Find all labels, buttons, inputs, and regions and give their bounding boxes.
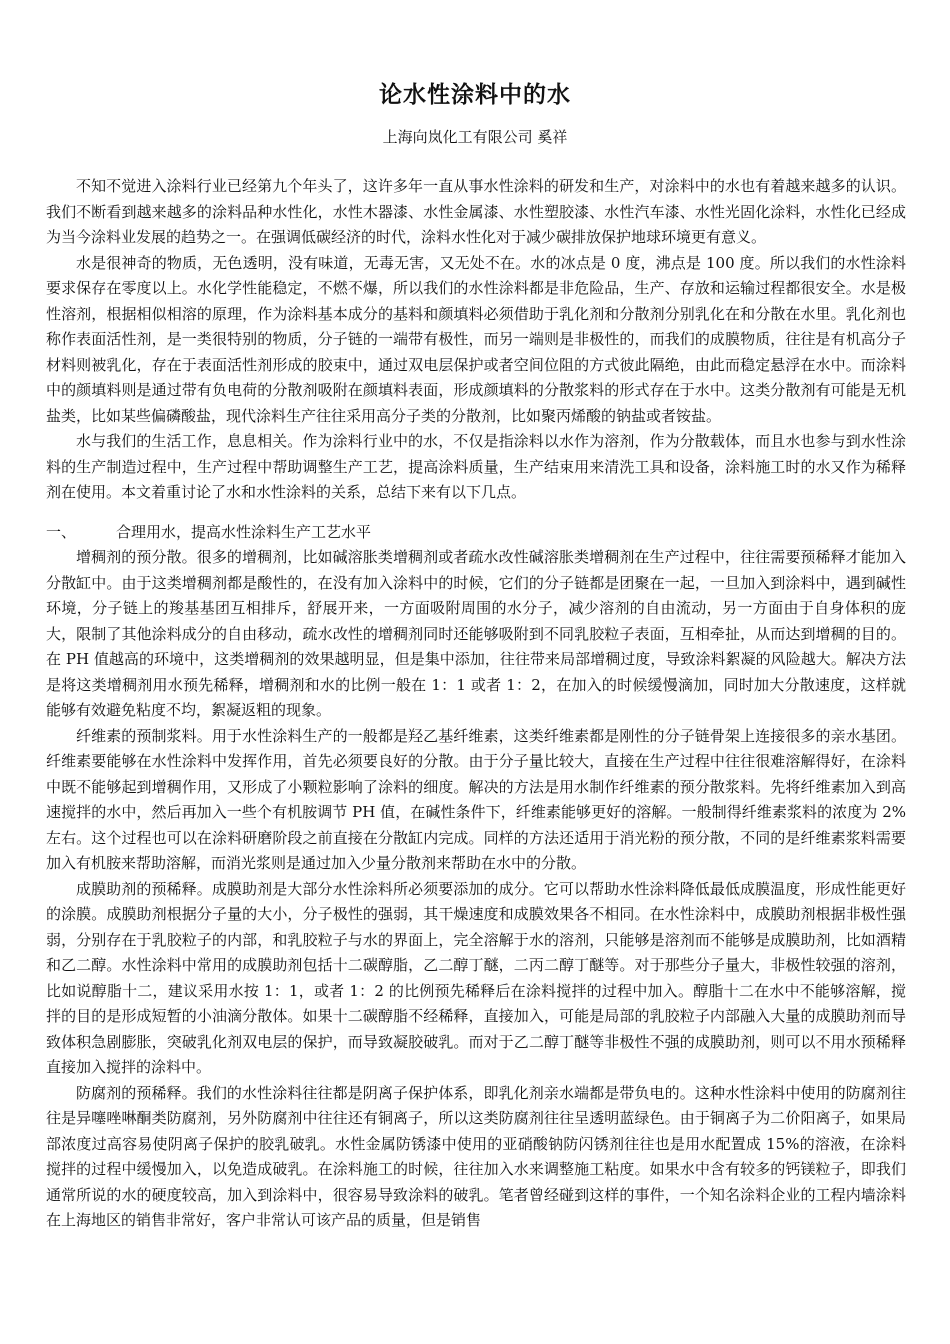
author-byline: 上海向岚化工有限公司 奚祥: [382, 128, 568, 146]
paragraph: 纤维素的预制浆料。用于水性涂料生产的一般都是羟乙基纤维素，这类纤维素都是刚性的分子链骨架上连接很多的亲水基团。纤维素要能够在水性涂料中发挥作用，首先必须要良好的分散。由于分子量比较大，直接在生产过程中往往很难溶解得好，在涂料中既不能够起到增稠作用，又形成了小颗粒影响了涂料的细度。解决的方法是用水制作纤维素的预分散浆料。先将纤维素加入到高速搅拌的水中，然后再加入一些个有机胺调节 PH 值，在碱性条件下，纤维素能够更好的溶解。一般制得纤维素浆料的浓度为 2%左右。这个过程也可以在涂料研磨阶段之前直接在分散缸内完成。同样的方法还适用于消光粉的预分散，不同的是纤维素浆料需要加入有机胺来帮助溶解，而消光浆则是通过加入少量分散剂来帮助在水中的分散。: [46, 726, 906, 872]
paragraph: 防腐剂的预稀释。我们的水性涂料往往都是阴离子保护体系，即乳化剂亲水端都是带负电的。这种水性涂料中使用的防腐剂往往是异噻唑啉酮类防腐剂，另外防腐剂中往往还有铜离子，所以这类防腐剂往往呈透明蓝绿色。由于铜离子为二价阳离子，如果局部浓度过高容易使阴离子保护的胶乳破乳。水性金属防锈漆中使用的亚硝酸钠防闪锈剂往往也是用水配置成 15%的溶液，在涂料搅拌的过程中缓慢加入，以免造成破乳。在涂料施工的时候，往往加入水来调整施工粘度。如果水中含有较多的钙镁粒子，即我们通常所说的水的硬度较高，加入到涂料中，很容易导致涂料的破乳。笔者曾经碰到这样的事件，一个知名涂料企业的工程内墙涂料在上海地区的销售非常好，客户非常认可该产品的质量，但是销售: [46, 1083, 906, 1229]
document-body: [46, 174, 906, 1234]
section-heading-text: 合理用水，提高水性涂料生产工艺水平: [116, 522, 372, 541]
paragraph: 水与我们的生活工作，息息相关。作为涂料行业中的水，不仅是指涂料以水作为溶剂，作为分散载体，而且水也参与到水性涂料的生产制造过程中，生产过程中帮助调整生产工艺，提高涂料质量，生产结束用来清洗工具和设备，涂料施工时的水又作为稀释剂在使用。本文着重讨论了水和水性涂料的关系，总结下来有以下几点。: [46, 432, 906, 501]
paragraph: 增稠剂的预分散。很多的增稠剂，比如碱溶胀类增稠剂或者疏水改性碱溶胀类增稠剂在生产过程中，往往需要预稀释才能加入分散缸中。由于这类增稠剂都是酸性的，在没有加入涂料中的时候，它们的分子链都是团聚在一起，一旦加入到涂料中，遇到碱性环境，分子链上的羧基基团互相排斥，舒展开来，一方面吸附周围的水分子，减少溶剂的自由流动，另一方面由于自身体积的庞大，限制了其他涂料成分的自由移动，疏水改性的增稠剂同时还能够吸附到不同乳胶粒子表面，互相牵扯，从而达到增稠的目的。在 PH 值越高的环境中，这类增稠剂的效果越明显，但是集中添加，往往带来局部增稠过度，导致涂料絮凝的风险越大。解决方法是将这类增稠剂用水预先稀释，增稠剂和水的比例一般在 1：1 或者 1：2，在加入的时候缓慢滴加，同时加大分散速度，这样就能够有效避免粘度不均，絮凝返粗的现象。: [46, 548, 906, 719]
section-number: 一、: [46, 522, 77, 541]
paragraph: 成膜助剂的预稀释。成膜助剂是大部分水性涂料所必须要添加的成分。它可以帮助水性涂料降低最低成膜温度，形成性能更好的涂膜。成膜助剂根据分子量的大小，分子极性的强弱，其干燥速度和成膜效果各不相同。在水性涂料中，成膜助剂根据非极性强弱，分别存在于乳胶粒子的内部，和乳胶粒子与水的界面上，完全溶解于水的溶剂，只能够是溶剂而不能够是成膜助剂，比如酒精和乙二醇。水性涂料中常用的成膜助剂包括十二碳醇脂，乙二醇丁醚，二丙二醇丁醚等。对于那些分子量大，非极性较强的溶剂，比如说醇脂十二，建议采用水按 1：1，或者 1：2 的比例预先稀释后在涂料搅拌的过程中加入。醇脂十二在水中不能够溶解，搅拌的目的是形成短暂的小油滴分散体。如果十二碳醇脂不经稀释，直接加入，可能是局部的乳胶粒子内部融入大量的成膜助剂而导致体积急剧膨胀，突破乳化剂双电层的保护，而导致凝胶破乳。而对于乙二醇丁醚等非极性不强的成膜助剂，则可以不用水预稀释直接加入搅拌的涂料中。: [46, 879, 906, 1076]
paragraph: 水是很神奇的物质，无色透明，没有味道，无毒无害，又无处不在。水的冰点是 0 度，沸点是 100 度。所以我们的水性涂料要求保存在零度以上。水化学性能稳定，不燃不爆，所以我们的水性涂料都是非危险品，生产、存放和运输过程都很安全。水是极性溶剂，根据相似相溶的原理，作为涂料基本成分的基料和颜填料必须借助于乳化剂和分散剂分别乳化在和分散在水里。乳化剂也称作表面活性剂，是一类很特别的物质，分子链的一端带有极性，而另一端则是非极性的，而我们的成膜物质，往往是有机高分子材料则被乳化，存在于表面活性剂形成的胶束中，通过双电层保护或者空间位阻的方式彼此隔绝，由此而稳定悬浮在水中。而涂料中的颜填料则是通过带有负电荷的分散剂吸附在颜填料表面，形成颜填料的分散浆料的形式存在于水中。这类分散剂有可能是无机盐类，比如某些偏磷酸盐，现代涂料生产往往采用高分子类的分散剂，比如聚丙烯酸的钠盐或者铵盐。: [46, 253, 906, 425]
section-heading: [46, 520, 906, 546]
document-title: 论水性涂料中的水: [379, 82, 571, 108]
paragraph: 不知不觉进入涂料行业已经第九个年头了，这许多年一直从事水性涂料的研发和生产，对涂料中的水也有着越来越多的认识。我们不断看到越来越多的涂料品种水性化，水性木器漆、水性金属漆、水性塑胶漆、水性汽车漆、水性光固化涂料，水性化已经成为当今涂料业发展的趋势之一。在强调低碳经济的时代，涂料水性化对于减少碳排放保护地球环境更有意义。: [46, 177, 906, 246]
